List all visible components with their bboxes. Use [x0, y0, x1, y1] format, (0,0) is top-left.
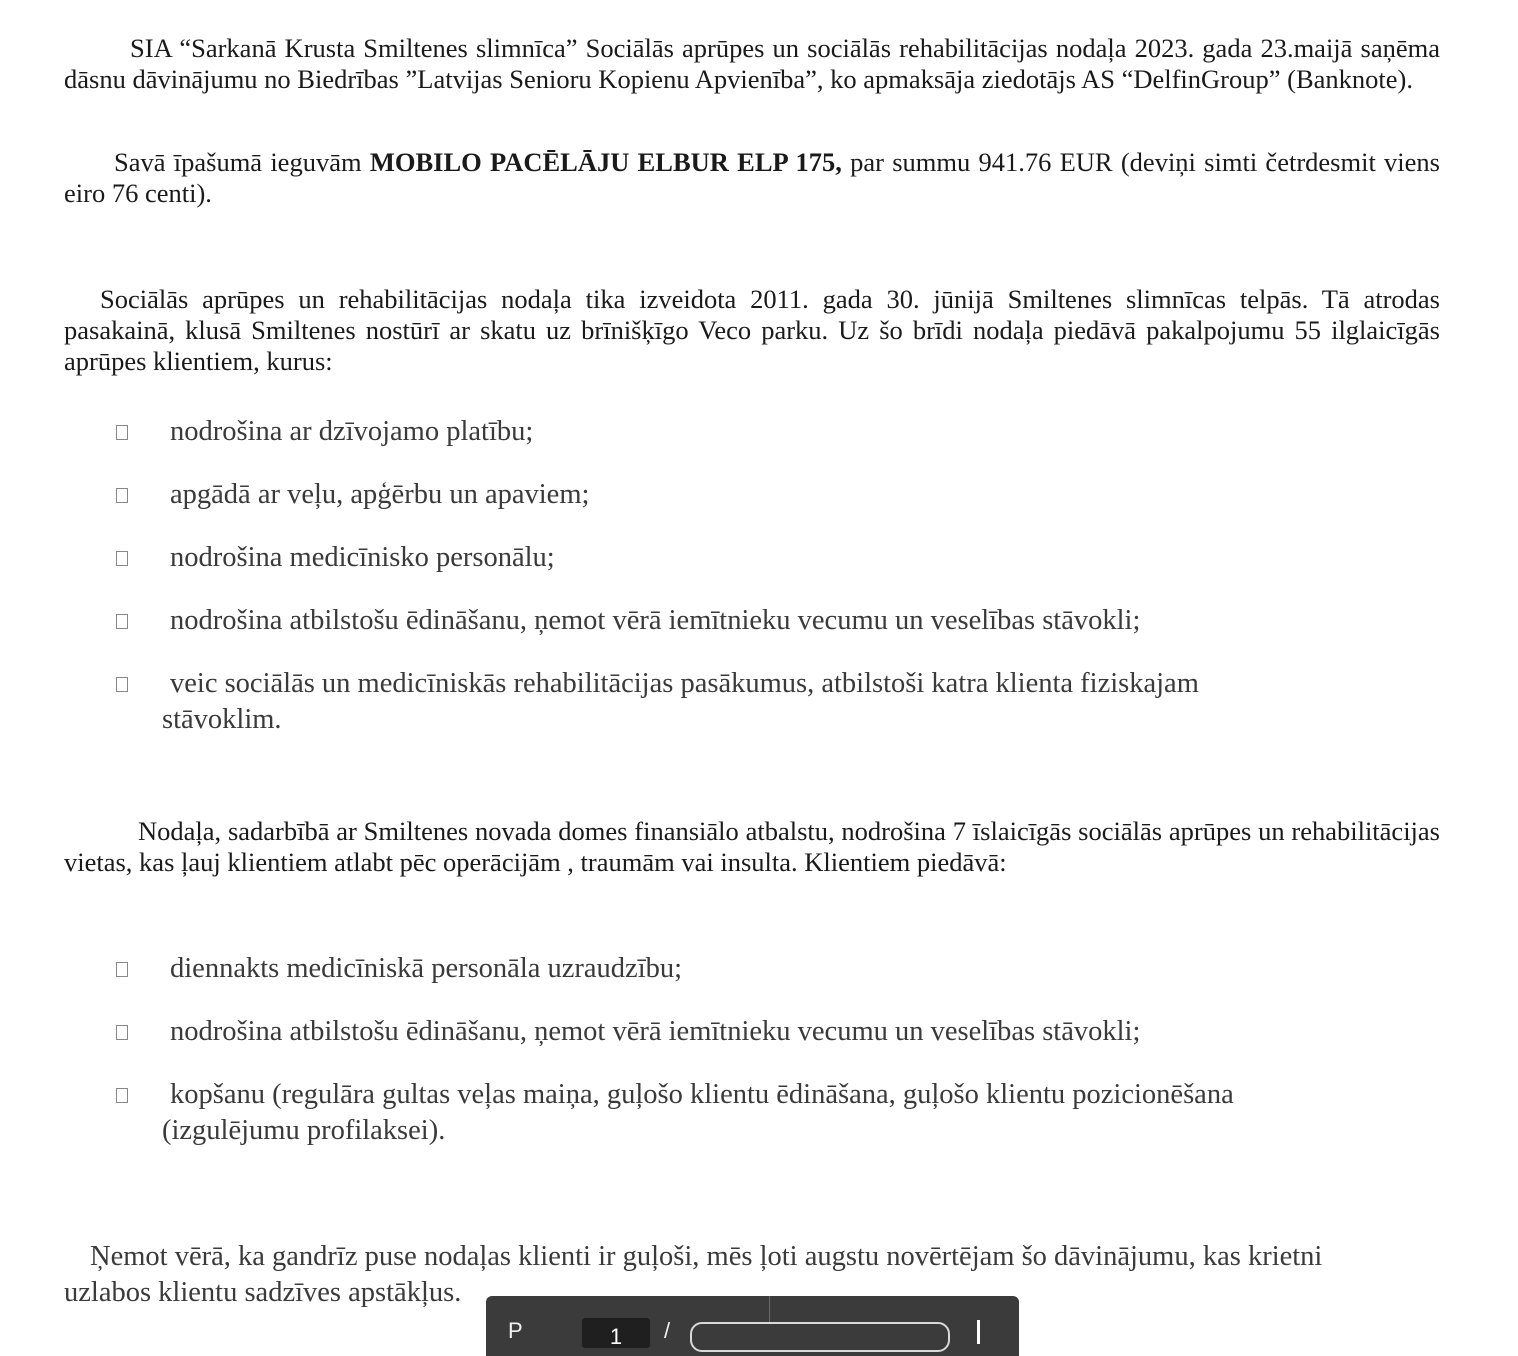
- paragraph-lift-suffix: par summu 941.76 EUR (deviņi simti četrdesmit viens eiro 76 centi).: [64, 147, 1440, 208]
- page-label: P: [508, 1318, 523, 1343]
- paragraph-department: Sociālās aprūpes un rehabilitācijas nodaļa tika izveidota 2011. gada 30. jūnijā Smiltenes slimnīcas telpās. Tā atrodas pasakainā, klusā Smiltenes nostūrī ar skatu uz brīnišķīgo Veco parku. Uz šo brīdi nodaļa piedāvā pakalpojumu 55 ilglaicīgās aprūpes klientiem, kurus:: [64, 284, 1440, 376]
- zoom-in-icon[interactable]: [964, 1314, 994, 1344]
- paragraph-closing: Ņemot vērā, ka gandrīz puse nodaļas klienti ir guļoši, mēs ļoti augstu novērtējam šo dāvinājumu, kas krietni uzlabos klientu sadzīves apstākļus.: [64, 1241, 1323, 1308]
- paragraph-lift-prefix: Savā īpašumā ieguvām: [114, 147, 370, 177]
- bullet-box-icon: [116, 677, 128, 692]
- page-number-input[interactable]: 1: [582, 1318, 650, 1348]
- paragraph-donation: SIA “Sarkanā Krusta Smiltenes slimnīca” Sociālās aprūpes un sociālās rehabilitācijas nodaļa 2023. gada 23.maijā saņēma dāsnu dāvinājumu no Biedrības ”Latvijas Senioru Kopienu Apvienība”, ko apmaksāja ziedotājs AS “DelfinGroup” (Banknote).: [64, 33, 1440, 94]
- paragraph-lift: [64, 147, 1440, 209]
- bullet-box-icon: [116, 614, 128, 629]
- paragraph-short-term: Nodaļa, sadarbībā ar Smiltenes novada domes finansiālo atbalstu, nodrošina 7 īslaicīgās sociālās aprūpes un rehabilitācijas vietas, kas ļauj klientiem atlabt pēc operācijām , traumām vai insulta. Klientiem piedāvā:: [64, 816, 1440, 877]
- bullet-box-icon: [116, 962, 128, 977]
- bullet-box-icon: [116, 1088, 128, 1103]
- toolbar-divider: [769, 1296, 770, 1324]
- bullet-box-icon: [116, 1025, 128, 1040]
- page-separator: /: [664, 1318, 671, 1343]
- zoom-field[interactable]: [690, 1322, 950, 1352]
- pdf-toolbar: [486, 1296, 1019, 1356]
- product-name: MOBILO PACĒLĀJU ELBUR ELP 175,: [369, 147, 842, 177]
- bullet-box-icon: [116, 425, 128, 440]
- list-item: kopšanu (regulāra gultas veļas maiņa, guļošo klientu ēdināšana, guļošo klientu pozicionēšana (izgulējumu profilaksei).: [64, 1077, 1440, 1149]
- list-item: veic sociālās un medicīniskās rehabilitācijas pasākumus, atbilstoši katra klienta fiziskajam stāvoklim.: [64, 666, 1440, 738]
- bullet-box-icon: [116, 488, 128, 503]
- bullet-box-icon: [116, 551, 128, 566]
